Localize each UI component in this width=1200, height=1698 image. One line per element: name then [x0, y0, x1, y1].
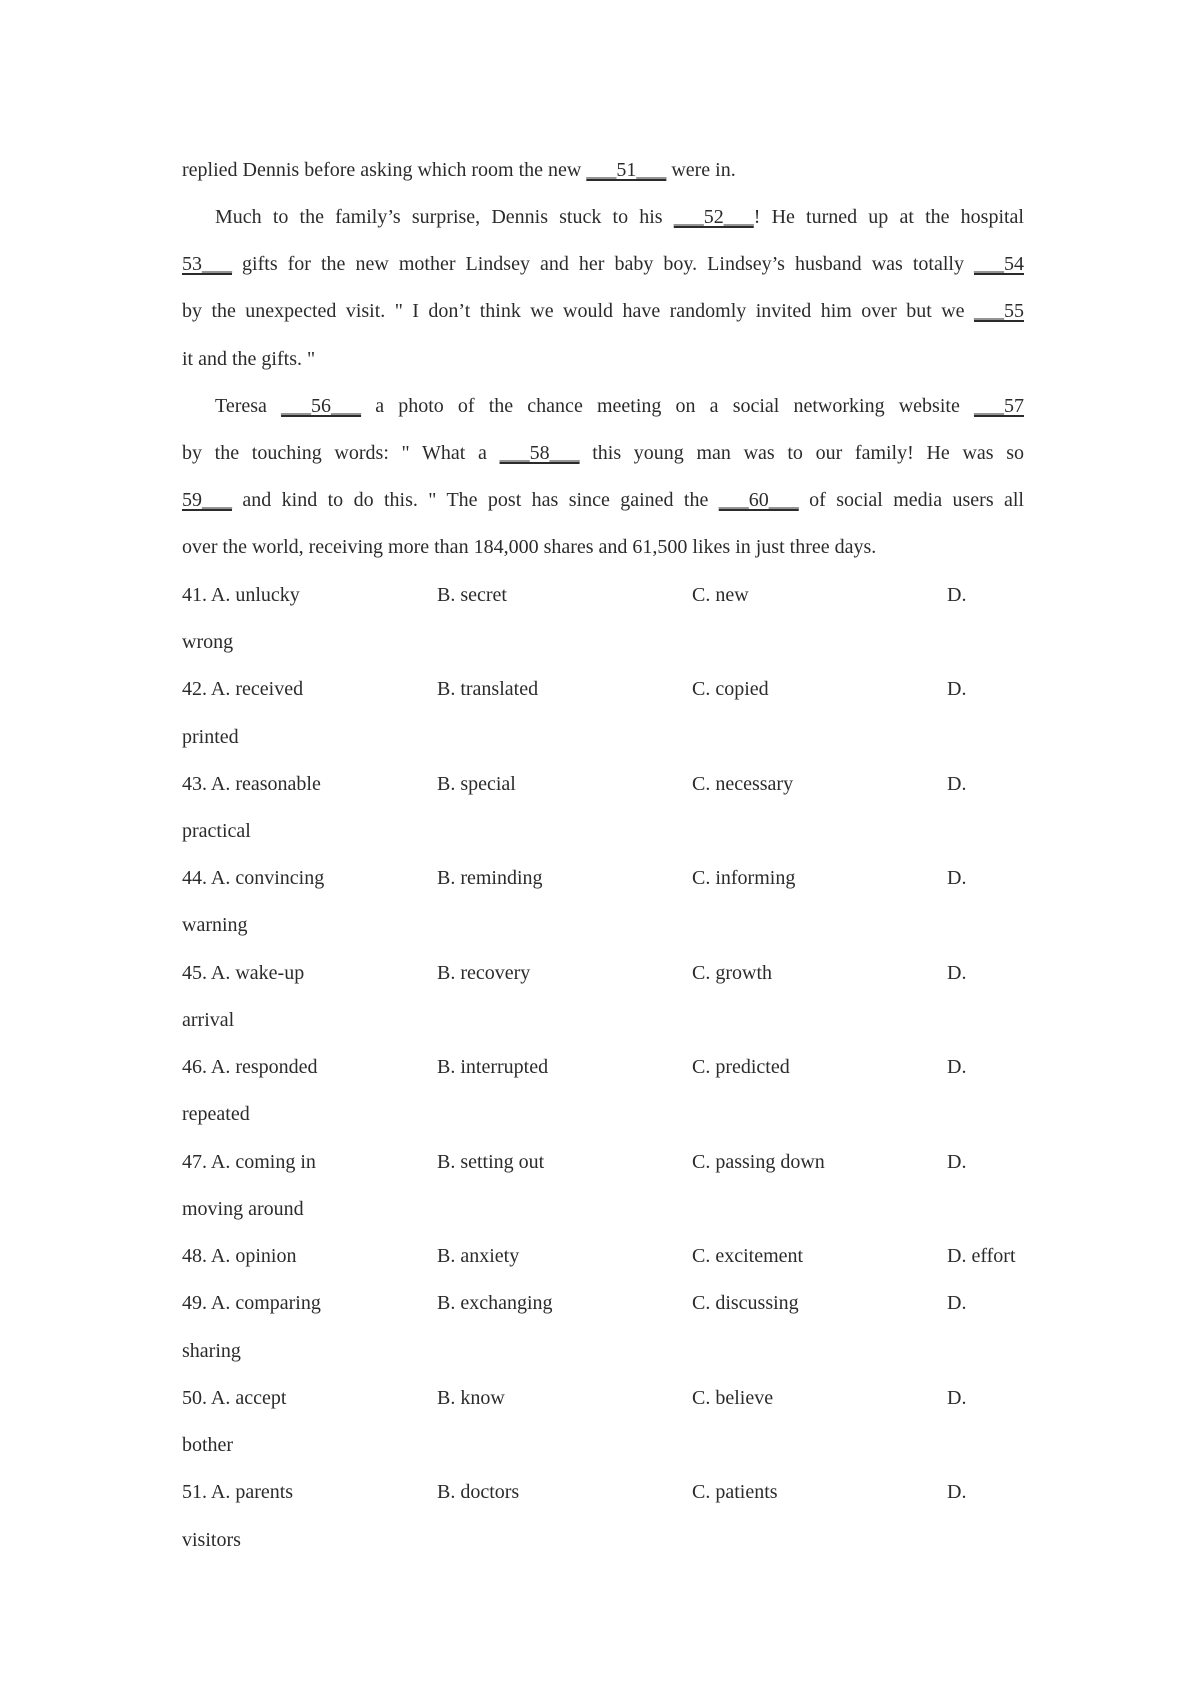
option-d: D. — [947, 1481, 967, 1503]
question-49 — [182, 1288, 1042, 1318]
blank-57: ___57 — [973, 395, 1024, 417]
option-a: 45. A. wake-up — [182, 962, 305, 984]
option-b: B. recovery — [437, 962, 531, 984]
passage-text: by the unexpected visit. " I don’t think we would have randomly invited him over but we — [182, 300, 974, 322]
blank-53: 53___ — [182, 253, 232, 275]
option-a: 44. A. convincing — [182, 867, 325, 889]
passage-text: it and the gifts. " — [182, 348, 316, 370]
option-a: 42. A. received — [182, 678, 304, 700]
question-50 — [182, 1383, 1042, 1413]
blank-51: ___51___ — [586, 159, 667, 181]
passage-line-4 — [182, 296, 1024, 326]
option-a: 46. A. responded — [182, 1056, 318, 1078]
blank-60: ___60___ — [718, 489, 799, 511]
passage-text: were in. — [666, 159, 736, 181]
question-51 — [182, 1477, 1042, 1507]
option-c: C. believe — [692, 1387, 774, 1409]
option-c: C. discussing — [692, 1292, 799, 1314]
option-d-text: arrival — [182, 1009, 235, 1031]
passage-text: of social media users all — [798, 489, 1024, 511]
blank-52: ___52___ — [673, 206, 754, 228]
option-c: C. necessary — [692, 773, 794, 795]
option-d-text: bother — [182, 1434, 234, 1456]
option-d-text: repeated — [182, 1103, 250, 1125]
question-41 — [182, 580, 1042, 610]
passage-text: this young man was to our family! He was so — [579, 442, 1024, 464]
option-d-text: printed — [182, 726, 239, 748]
blank-59: 59___ — [182, 489, 232, 511]
question-46 — [182, 1052, 1042, 1082]
option-c: C. patients — [692, 1481, 778, 1503]
blank-55: ___55 — [974, 300, 1024, 322]
option-d: D. — [947, 962, 967, 984]
option-b: B. anxiety — [437, 1245, 520, 1267]
option-d-text: visitors — [182, 1529, 241, 1551]
option-c: C. predicted — [692, 1056, 790, 1078]
question-42 — [182, 674, 1042, 704]
option-b: B. exchanging — [437, 1292, 553, 1314]
blank-56: ___56___ — [281, 395, 362, 417]
option-d-text: warning — [182, 914, 248, 936]
passage-line-6 — [182, 391, 1024, 421]
option-d-text: moving around — [182, 1198, 304, 1220]
question-44 — [182, 863, 1042, 893]
option-d: D. — [947, 1292, 967, 1314]
option-a: 51. A. parents — [182, 1481, 294, 1503]
option-d: D. effort — [947, 1245, 1016, 1267]
passage-line-8 — [182, 485, 1024, 515]
option-c: C. growth — [692, 962, 772, 984]
question-47 — [182, 1147, 1042, 1177]
passage-text: by the touching words: " What a — [182, 442, 500, 464]
passage-line-2 — [182, 202, 1024, 232]
option-a: 43. A. reasonable — [182, 773, 321, 795]
option-d: D. — [947, 1056, 967, 1078]
option-b: B. know — [437, 1387, 505, 1409]
passage-text: ! He turned up at the hospital — [753, 206, 1024, 228]
passage-line-5 — [182, 344, 1024, 374]
option-d: D. — [947, 773, 967, 795]
option-b: B. reminding — [437, 867, 543, 889]
passage-text: gifts for the new mother Lindsey and her baby boy. Lindsey’s husband was totally — [232, 253, 974, 275]
blank-58: ___58___ — [499, 442, 580, 464]
option-b: B. secret — [437, 584, 507, 606]
option-d: D. — [947, 584, 967, 606]
option-b: B. doctors — [437, 1481, 520, 1503]
passage-line-3 — [182, 249, 1024, 279]
option-a: 49. A. comparing — [182, 1292, 321, 1314]
option-a: 41. A. unlucky — [182, 584, 300, 606]
option-a: 47. A. coming in — [182, 1151, 316, 1173]
blank-54: ___54 — [974, 253, 1024, 275]
option-c: C. copied — [692, 678, 769, 700]
option-c: C. new — [692, 584, 749, 606]
option-d: D. — [947, 1387, 967, 1409]
option-b: B. setting out — [437, 1151, 545, 1173]
option-c: C. passing down — [692, 1151, 825, 1173]
option-b: B. translated — [437, 678, 539, 700]
option-d: D. — [947, 678, 967, 700]
passage-text: Teresa — [215, 395, 282, 417]
option-d: D. — [947, 867, 967, 889]
passage-text: Much to the family’s surprise, Dennis stuck to his — [215, 206, 674, 228]
option-d: D. — [947, 1151, 967, 1173]
question-48 — [182, 1241, 1042, 1271]
option-d-text: practical — [182, 820, 251, 842]
option-b: B. interrupted — [437, 1056, 549, 1078]
option-d-text: sharing — [182, 1340, 241, 1362]
passage-text: over the world, receiving more than 184,000 shares and 61,500 likes in just three days. — [182, 536, 877, 558]
question-45 — [182, 958, 1042, 988]
option-d-text: wrong — [182, 631, 234, 653]
option-a: 48. A. opinion — [182, 1245, 297, 1267]
passage-line-1 — [182, 155, 1024, 185]
passage-text: and kind to do this. " The post has since gained the — [232, 489, 719, 511]
passage-line-7 — [182, 438, 1024, 468]
option-a: 50. A. accept — [182, 1387, 287, 1409]
passage-line-9 — [182, 532, 1024, 562]
option-c: C. excitement — [692, 1245, 804, 1267]
option-c: C. informing — [692, 867, 796, 889]
option-b: B. special — [437, 773, 516, 795]
question-43 — [182, 769, 1042, 799]
passage-text: a photo of the chance meeting on a social networking website — [361, 395, 974, 417]
passage-text: replied Dennis before asking which room the new — [182, 159, 587, 181]
